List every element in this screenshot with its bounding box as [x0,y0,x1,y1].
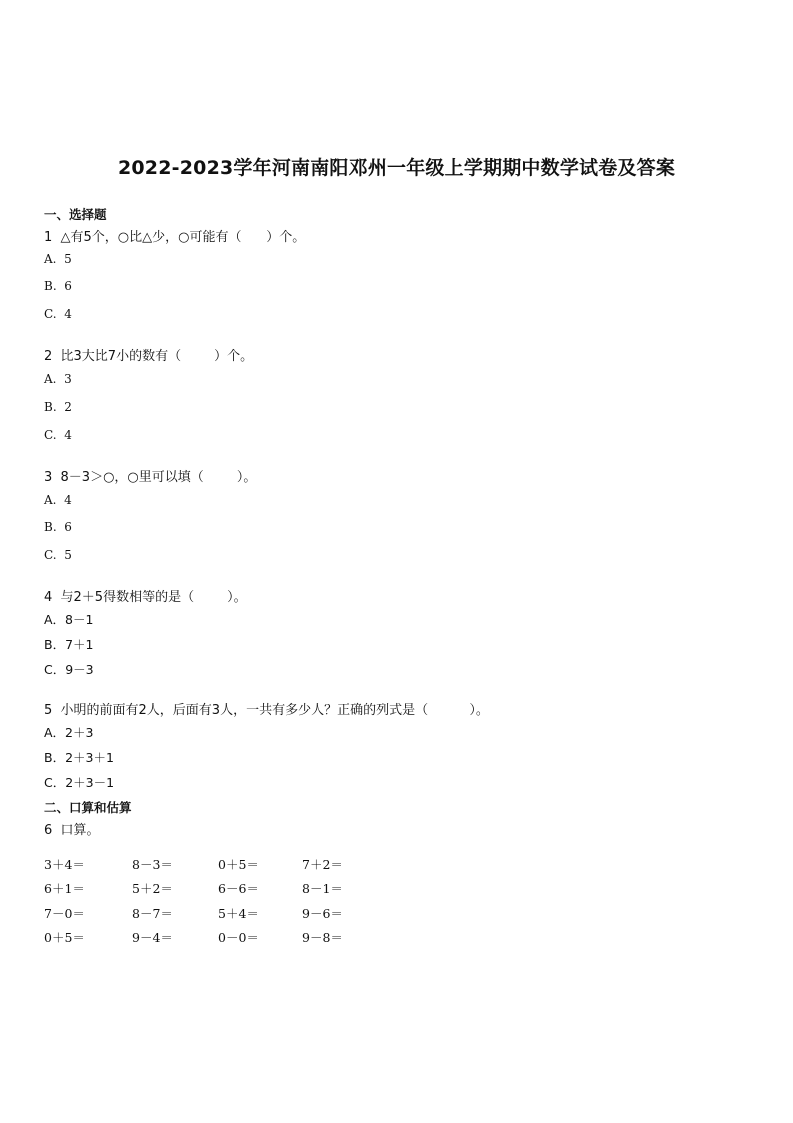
calc-item: 6＋1＝ [44,881,85,896]
question-2-option-b: B. 2 [44,400,72,414]
calc-item: 3＋4＝ [44,857,85,872]
question-5-option-a: A．2＋3 [44,725,94,740]
question-4-option-b: B．7＋1 [44,637,94,652]
question-2-option-c: C. 4 [44,428,72,442]
calc-item: 5＋2＝ [132,881,173,896]
calc-item: 8－1＝ [302,881,343,896]
calc-item: 7＋2＝ [302,857,343,872]
question-2-option-a: A. 3 [44,372,72,386]
question-2: 2 比3大比7小的数有（ ）个。 [44,349,254,364]
calc-item: 5＋4＝ [218,906,259,921]
calc-item: 0＋5＝ [218,857,259,872]
question-4-option-c: C．9－3 [44,662,94,677]
question-4-option-a: A．8－1 [44,612,94,627]
calc-item: 0＋5＝ [44,930,85,945]
question-5: 5 小明的前面有2人，后面有3人，一共有多少人？正确的列式是（ ）。 [44,703,489,718]
question-4: 4 与2＋5得数相等的是（ ）。 [44,590,247,605]
question-1: 1 △有5个，○比△少，○可能有（ ）个。 [44,230,306,245]
page-title: 2022-2023学年河南南阳邓州一年级上学期期中数学试卷及答案 [117,157,676,179]
calc-item: 9－8＝ [302,930,343,945]
question-5-option-c: C．2＋3－1 [44,775,115,790]
question-1-option-c: C. 4 [44,307,72,321]
question-3-option-a: A. 4 [44,493,72,507]
section-heading-mental-math: 二、口算和估算 [44,800,132,815]
calc-item: 8－7＝ [132,906,173,921]
question-3-option-b: B. 6 [44,520,72,534]
question-5-option-b: B．2＋3＋1 [44,750,114,765]
calc-item: 9－4＝ [132,930,173,945]
calc-item: 0－0＝ [218,930,259,945]
question-6: 6 口算。 [44,823,100,838]
calc-item: 6－6＝ [218,881,259,896]
section-heading-choice: 一、选择题 [44,207,107,222]
question-3-option-c: C. 5 [44,548,72,562]
calc-item: 8－3＝ [132,857,173,872]
calc-item: 9－6＝ [302,906,343,921]
question-1-option-a: A. 5 [44,252,72,266]
question-3: 3 8－3＞○，○里可以填（ ）。 [44,470,257,485]
calc-item: 7－0＝ [44,906,85,921]
question-1-option-b: B. 6 [44,279,72,293]
